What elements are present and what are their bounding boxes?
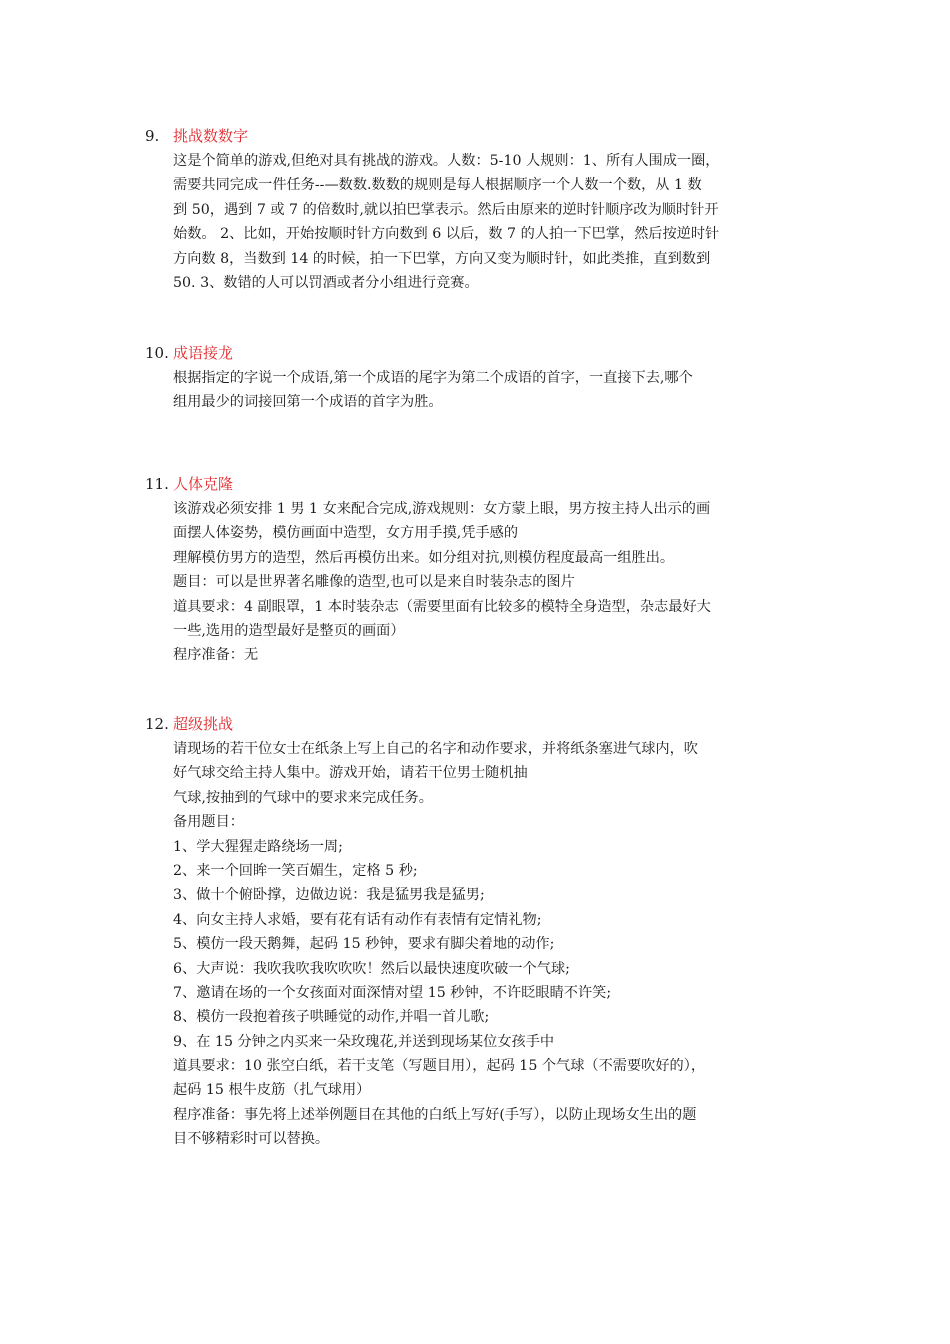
body-line: 道具要求：4 副眼罩，1 本时装杂志（需要里面有比较多的模特全身造型，杂志最好大	[173, 598, 711, 615]
section-heading	[145, 124, 815, 149]
body-line: 方向数 8，当数到 14 的时候，拍一下巴掌，方向又变为顺时针，如此类推，直到数到	[173, 250, 711, 267]
body-line: 根据指定的字说一个成语,第一个成语的尾字为第二个成语的首字，一直接下去,哪个	[173, 370, 693, 386]
body-line: 50. 3、数错的人可以罚酒或者分小组进行竞赛。	[173, 274, 479, 291]
body-line: 面摆人体姿势，模仿画面中造型，女方用手摸,凭手感的	[173, 525, 519, 542]
body-line: 始数。 2、比如，开始按顺时针方向数到 6 以后，数 7 的人拍一下巴掌，然后按逆时针	[173, 226, 720, 243]
body-line: 一些,选用的造型最好是整页的画面）	[173, 622, 405, 639]
list-item: 7、邀请在场的一个女孩面对面深情对望 15 秒钟，不许眨眼睛不许笑;	[173, 984, 612, 1001]
list-item: 4、向女主持人求婚，要有花有话有动作有表情有定情礼物;	[173, 911, 542, 928]
section-body	[173, 366, 815, 415]
section-12	[145, 712, 815, 1152]
body-line: 备用题目：	[173, 814, 244, 831]
section-heading	[145, 472, 815, 497]
section-body	[173, 737, 815, 1152]
section-number: 11.	[145, 475, 169, 493]
list-item: 5、模仿一段天鹅舞，起码 15 秒钟，要求有脚尖着地的动作;	[173, 936, 555, 953]
body-line: 好气球交给主持人集中。游戏开始，请若干位男士随机抽	[173, 765, 528, 782]
section-10	[145, 341, 815, 415]
section-title: 人体克隆	[173, 475, 234, 493]
body-line: 请现场的若干位女士在纸条上写上自己的名字和动作要求，并将纸条塞进气球内，吹	[173, 741, 698, 757]
list-item: 8、模仿一段抱着孩子哄睡觉的动作,并唱一首儿歌;	[173, 1009, 490, 1026]
list-item: 1、学大猩猩走路绕场一周;	[173, 838, 343, 855]
section-11	[145, 472, 815, 668]
section-number: 10.	[145, 344, 169, 362]
body-line: 到 50，遇到 7 或 7 的倍数时,就以拍巴掌表示。然后由原来的逆时针顺序改为顺时针开	[173, 201, 719, 218]
section-heading	[145, 712, 815, 737]
section-9	[145, 124, 815, 295]
section-body	[173, 149, 815, 295]
list-item: 2、来一个回眸一笑百媚生，定格 5 秒;	[173, 862, 418, 879]
section-title: 挑战数数字	[173, 127, 249, 145]
body-line: 理解模仿男方的造型，然后再模仿出来。如分组对抗,则模仿程度最高一组胜出。	[173, 549, 675, 566]
section-heading	[145, 341, 815, 366]
body-line: 题目：可以是世界著名雕像的造型,也可以是来自时装杂志的图片	[173, 574, 575, 591]
list-item: 3、做十个俯卧撑，边做边说：我是猛男我是猛男;	[173, 887, 485, 904]
body-line: 需要共同完成一件任务--—数数.数数的规则是每人根据顺序一个人数一个数，从 1 数	[173, 177, 702, 194]
body-line: 程序准备：无	[173, 647, 259, 664]
section-number: 9.	[145, 127, 160, 145]
body-line: 目不够精彩时可以替换。	[173, 1131, 330, 1148]
section-number: 12.	[145, 715, 169, 733]
list-item: 6、大声说：我吹我吹我吹吹吹！然后以最快速度吹破一个气球;	[173, 960, 570, 977]
body-line: 组用最少的词接回第一个成语的首字为胜。	[173, 394, 443, 411]
list-item: 9、在 15 分钟之内买来一朵玫瑰花,并送到现场某位女孩手中	[173, 1033, 555, 1050]
section-body	[173, 497, 815, 668]
body-line: 气球,按抽到的气球中的要求来完成任务。	[173, 789, 433, 806]
body-line: 起码 15 根牛皮筋（扎气球用）	[173, 1082, 371, 1099]
section-title: 成语接龙	[173, 344, 234, 362]
body-line: 这是个简单的游戏,但绝对具有挑战的游戏。人数：5-10 人规则：1、所有人围成一圈，	[173, 153, 720, 169]
body-line: 该游戏必须安排 1 男 1 女来配合完成,游戏规则：女方蒙上眼，男方按主持人出示的画	[173, 501, 711, 517]
body-line: 道具要求：10 张空白纸，若干支笔（写题目用），起码 15 个气球（不需要吹好的），	[173, 1058, 706, 1075]
section-title: 超级挑战	[173, 715, 234, 733]
body-line: 程序准备：事先将上述举例题目在其他的白纸上写好(手写），以防止现场女生出的题	[173, 1106, 697, 1123]
